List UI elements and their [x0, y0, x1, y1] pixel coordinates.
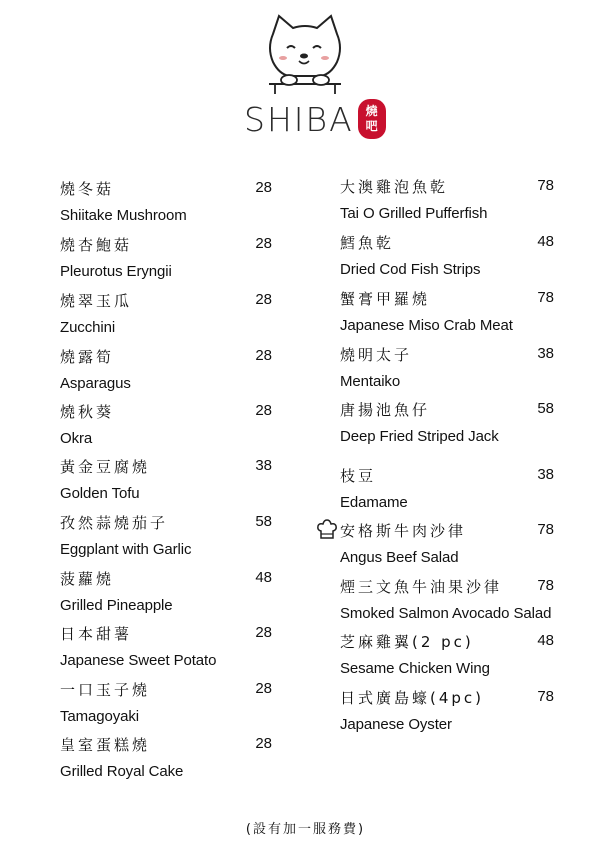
item-name-en: Japanese Miso Crab Meat [340, 317, 513, 334]
item-name-zh: 燒露筍 [60, 348, 115, 366]
item-name-zh: 鱈魚乾 [340, 234, 395, 252]
item-name-en: Mentaiko [340, 373, 401, 390]
item-name-en: Smoked Salmon Avocado Salad [340, 605, 552, 622]
item-price: 28 [255, 402, 272, 419]
item-name-en: Dried Cod Fish Strips [340, 261, 481, 278]
item-price: 78 [537, 521, 554, 538]
item-name-zh: 一口玉子燒 [60, 681, 151, 699]
item-name-en: Grilled Royal Cake [60, 763, 184, 780]
seal-char-bottom: 吧 [365, 119, 378, 133]
item-name-en: Tamagoyaki [60, 708, 140, 725]
item-price: 78 [537, 177, 554, 194]
item-name-zh: 菠蘿燒 [60, 570, 115, 588]
item-price: 78 [537, 289, 554, 306]
item-name-zh: 黃金豆腐燒 [60, 458, 151, 476]
item-price: 28 [255, 179, 272, 196]
item-price: 28 [255, 235, 272, 252]
item-price: 48 [255, 569, 272, 586]
seal-char-top: 燒 [365, 104, 378, 118]
item-name-en: Golden Tofu [60, 485, 140, 502]
item-name-zh: 燒明太子 [340, 346, 413, 364]
item-price: 48 [537, 632, 554, 649]
item-price: 58 [255, 513, 272, 530]
item-name-zh: 燒秋葵 [60, 403, 115, 421]
item-name-zh: 枝豆 [340, 467, 377, 485]
item-price: 38 [255, 457, 272, 474]
item-name-en: Asparagus [60, 375, 131, 392]
item-name-zh: 日本甜薯 [60, 625, 133, 643]
item-name-en: Tai O Grilled Pufferfish [340, 205, 488, 222]
item-name-en: Eggplant with Garlic [60, 541, 192, 558]
item-name-en: Deep Fried Striped Jack [340, 428, 499, 445]
item-name-en: Sesame Chicken Wing [340, 660, 490, 677]
item-name-zh: 孜然蒜燒茄子 [60, 514, 169, 532]
item-price: 38 [537, 466, 554, 483]
item-name-en: Okra [60, 430, 93, 447]
item-name-en: Pleurotus Eryngii [60, 263, 172, 280]
brand-logo [244, 98, 386, 140]
item-name-en: Zucchini [60, 319, 116, 336]
item-name-en: Japanese Sweet Potato [60, 652, 217, 669]
shiba-dog-icon [265, 14, 345, 96]
item-name-zh: 大澳雞泡魚乾 [340, 178, 449, 196]
item-name-en: Japanese Oyster [340, 716, 452, 733]
brand-seal [358, 99, 386, 139]
item-name-zh: 燒杏鮑菇 [60, 236, 133, 254]
item-name-zh: 日式廣島蠔(4pc) [340, 689, 485, 707]
item-price: 28 [255, 347, 272, 364]
item-price: 48 [537, 233, 554, 250]
item-name-zh: 燒冬菇 [60, 180, 115, 198]
item-name-zh: 燒翠玉瓜 [60, 292, 133, 310]
item-name-zh: 皇室蛋糕燒 [60, 736, 151, 754]
item-name-zh: 唐揚池魚仔 [340, 401, 431, 419]
item-price: 28 [255, 735, 272, 752]
item-name-en: Grilled Pineapple [60, 597, 173, 614]
item-price: 78 [537, 688, 554, 705]
item-name-zh: 芝麻雞翼(2 pc) [340, 633, 474, 651]
item-price: 38 [537, 345, 554, 362]
item-name-zh: 安格斯牛肉沙律 [340, 522, 467, 540]
item-name-en: Angus Beef Salad [340, 549, 459, 566]
service-charge-note: (設有加一服務費) [245, 822, 366, 837]
brand-name: SHIBA [244, 99, 354, 139]
item-price: 58 [537, 400, 554, 417]
item-price: 78 [537, 577, 554, 594]
item-price: 28 [255, 624, 272, 641]
item-price: 28 [255, 291, 272, 308]
item-name-en: Edamame [340, 494, 408, 511]
chef-hat-icon [316, 519, 338, 541]
item-name-en: Shiitake Mushroom [60, 207, 187, 224]
item-price: 28 [255, 680, 272, 697]
item-name-zh: 煙三文魚牛油果沙律 [340, 578, 503, 596]
menu-header [0, 0, 611, 150]
item-name-zh: 蟹膏甲羅燒 [340, 290, 431, 308]
